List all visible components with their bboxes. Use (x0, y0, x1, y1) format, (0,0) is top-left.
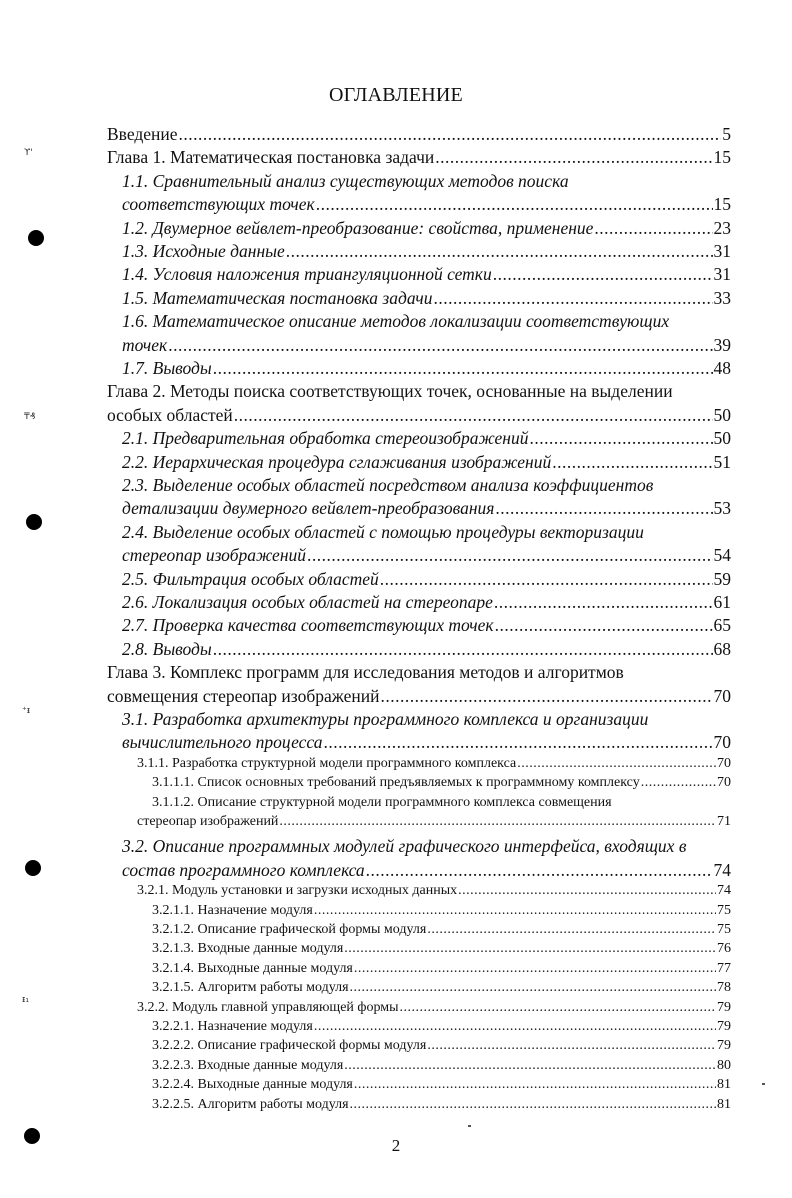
toc-page-number: 79 (717, 999, 731, 1015)
toc-page-number: 71 (717, 814, 731, 829)
scan-speck (762, 1083, 765, 1085)
margin-mark: ᵻ₁ (22, 995, 29, 1005)
toc-leader-dots (400, 1000, 716, 1016)
toc-page-number: 15 (713, 147, 731, 168)
toc-entry-title: 2.2. Иерархическая процедура сглаживания изображений (122, 451, 552, 472)
toc-leader-dots (529, 428, 712, 449)
toc-entry-title: 3.2.1. Модуль установки и загрузки исходных данных (137, 883, 458, 899)
toc-leader-dots (495, 498, 712, 519)
toc-entry-title: 2.1. Предварительная обработка стереоизображений (122, 428, 529, 449)
toc-page-number: 23 (713, 217, 731, 238)
toc-page-number: 31 (713, 264, 731, 285)
toc-leader-dots (366, 860, 713, 881)
toc-leader-dots (307, 545, 713, 566)
toc-entry-title: 3.2.1.4. Выходные данные модуля (152, 960, 353, 976)
toc-page-number: 70 (713, 732, 731, 753)
toc-leader-dots (179, 124, 722, 145)
toc-entry-title: совмещения стереопар изображений (107, 685, 380, 706)
toc-entry-title: состав программного комплекса (122, 859, 365, 880)
toc-page-number: 54 (713, 545, 731, 566)
toc-entry-title: 2.5. Фильтрация особых областей (122, 568, 379, 589)
toc-leader-dots (435, 147, 712, 168)
toc-entry-title: 2.8. Выводы (122, 638, 212, 659)
toc-leader-dots (354, 961, 716, 977)
toc-entry-title: 2.7. Проверка качества соответствующих точек (122, 615, 494, 636)
toc-page-number: 74 (717, 883, 731, 899)
toc-entry-title: вычислительного процесса (122, 732, 323, 753)
toc-leader-dots (234, 405, 713, 426)
page-number: 2 (391, 1136, 401, 1155)
toc-page-number: 78 (717, 980, 731, 996)
toc-entry-title: 3.2.1.5. Алгоритм работы модуля (152, 980, 349, 996)
toc-leader-dots (323, 732, 712, 753)
toc-page-number: 70 (713, 685, 731, 706)
toc-entry-title: 3.2.1.3. Входные данные модуля (152, 941, 344, 957)
toc-page-number: 48 (713, 358, 731, 378)
toc-leader-dots (427, 922, 716, 938)
toc-entry-title: 3.2.2.2. Описание графической формы модуля (152, 1038, 427, 1054)
toc-entry-title: 3.2.2.4. Выходные данные модуля (152, 1077, 353, 1093)
toc-entry-title: 3.1.1.2. Описание структурной модели программного комплекса совмещения (152, 794, 612, 810)
toc-entry-title: Глава 3. Комплекс программ для исследования методов и алгоритмов (107, 662, 624, 683)
toc-entry-title: 3.2.2.1. Назначение модуля (152, 1019, 313, 1034)
toc-entry-title: 2.4. Выделение особых областей с помощью процедуры векторизации (122, 521, 644, 542)
toc-leader-dots (594, 218, 712, 239)
toc-leader-dots (354, 1077, 716, 1093)
toc-entry-title: 1.4. Условия наложения триангуляционной сетки (122, 264, 492, 285)
toc-entry-title: стереопар изображений (122, 545, 306, 566)
toc-page-number: 76 (717, 941, 731, 957)
toc-entry-title: 1.6. Математическое описание методов локализации соответствующих (122, 311, 670, 332)
page-title: ОГЛАВЛЕНИЕ (329, 84, 463, 106)
toc-entry-title: соответствующих точек (122, 194, 315, 215)
toc-leader-dots (316, 194, 713, 215)
toc-entry-title: 3.2.2. Модуль главной управляющей формы (137, 999, 399, 1015)
toc-entry-title: 1.2. Двумерное вейвлет-преобразование: свойства, применение (122, 217, 594, 238)
toc-page-number: 31 (713, 241, 731, 261)
toc-entry-title: 3.2. Описание программных модулей графического интерфейса, входящих в (122, 836, 687, 857)
toc-page-number: 70 (717, 775, 731, 791)
toc-page-number: 81 (717, 1096, 731, 1112)
toc-leader-dots (168, 335, 712, 356)
toc-page-number: 74 (713, 859, 731, 880)
toc-leader-dots (350, 1097, 716, 1113)
toc-leader-dots (279, 814, 716, 830)
toc-page-number: 79 (717, 1019, 731, 1034)
toc-page-number: 51 (713, 451, 731, 472)
toc-leader-dots (517, 756, 716, 772)
toc-leader-dots (213, 358, 713, 379)
toc-leader-dots (344, 941, 716, 957)
toc-leader-dots (494, 592, 713, 613)
toc-leader-dots (433, 288, 712, 309)
toc-leader-dots (458, 883, 716, 899)
toc-leader-dots (552, 452, 712, 473)
toc-leader-dots (314, 903, 716, 919)
toc-leader-dots (381, 686, 713, 707)
toc-page-number: 81 (717, 1077, 731, 1093)
toc-leader-dots (493, 264, 713, 285)
toc-entry-title: 1.7. Выводы (122, 358, 212, 378)
toc-entry-title: Введение (107, 124, 178, 144)
toc-entry-title: 3.1. Разработка архитектуры программного комплекса и организации (122, 709, 649, 729)
toc-page-number: 79 (717, 1038, 731, 1054)
toc-leader-dots (286, 241, 713, 262)
toc-entry-title: 2.3. Выделение особых областей посредством анализа коэффициентов (122, 475, 654, 495)
margin-mark: ϒ' (24, 148, 33, 158)
margin-mark: ₸₰ (24, 412, 36, 422)
toc-leader-dots (380, 569, 713, 590)
toc-page-number: 50 (713, 428, 731, 449)
punch-hole (28, 230, 44, 246)
toc-page-number: 75 (717, 902, 731, 918)
toc-entry-title: стереопар изображений (137, 814, 279, 829)
punch-hole (26, 514, 42, 530)
toc-page-number: 5 (722, 124, 731, 144)
toc-page-number: 65 (713, 615, 731, 636)
toc-entry-title: особых областей (107, 404, 233, 425)
scan-speck (468, 1125, 471, 1127)
toc-entry-title: 3.1.1. Разработка структурной модели программного комплекса (137, 755, 517, 771)
toc-leader-dots (641, 775, 716, 791)
toc-leader-dots (350, 980, 716, 996)
toc-leader-dots (344, 1058, 716, 1074)
toc-entry-title: 3.2.1.1. Назначение модуля (152, 902, 313, 918)
toc-leader-dots (495, 615, 713, 636)
toc-entry-title: 1.1. Сравнительный анализ существующих методов поиска (122, 170, 569, 191)
toc-page-number: 50 (713, 404, 731, 425)
toc-entry-title: 3.2.2.5. Алгоритм работы модуля (152, 1096, 349, 1112)
toc-page-number: 70 (717, 755, 731, 771)
toc-entry-title: Глава 1. Математическая постановка задачи (107, 147, 435, 168)
toc-leader-dots (213, 639, 713, 660)
toc-page-number: 61 (713, 592, 731, 612)
toc-entry-title: 2.6. Локализация особых областей на стереопаре (122, 592, 493, 612)
toc-leader-dots (314, 1019, 716, 1035)
toc-page-number: 68 (713, 638, 731, 659)
toc-entry-title: точек (122, 334, 168, 355)
toc-page-number: 75 (717, 922, 731, 937)
toc-page-number: 77 (717, 960, 731, 976)
toc-page-number: 15 (713, 194, 731, 215)
toc-entry-title: 3.2.1.2. Описание графической формы модуля (152, 922, 427, 937)
toc-entry-title: 3.1.1.1. Список основных требований предъявляемых к программному комплексу (152, 775, 640, 791)
toc-page-number: 53 (713, 498, 731, 519)
toc-entry-title: 3.2.2.3. Входные данные модуля (152, 1057, 344, 1073)
toc-entry-title: детализации двумерного вейвлет-преобразования (122, 498, 495, 519)
toc-page-number: 80 (717, 1057, 731, 1073)
toc-page-number: 59 (713, 568, 731, 589)
toc-entry-title: 1.5. Математическая постановка задачи (122, 287, 433, 308)
toc-entry-title: 1.3. Исходные данные (122, 241, 285, 261)
toc-page-number: 33 (713, 287, 731, 308)
margin-mark: ⁺ᵻ (22, 706, 31, 716)
toc-leader-dots (427, 1038, 716, 1054)
punch-hole (25, 860, 41, 876)
toc-page-number: 39 (713, 334, 731, 355)
toc-entry-title: Глава 2. Методы поиска соответствующих точек, основанные на выделении (107, 381, 673, 402)
